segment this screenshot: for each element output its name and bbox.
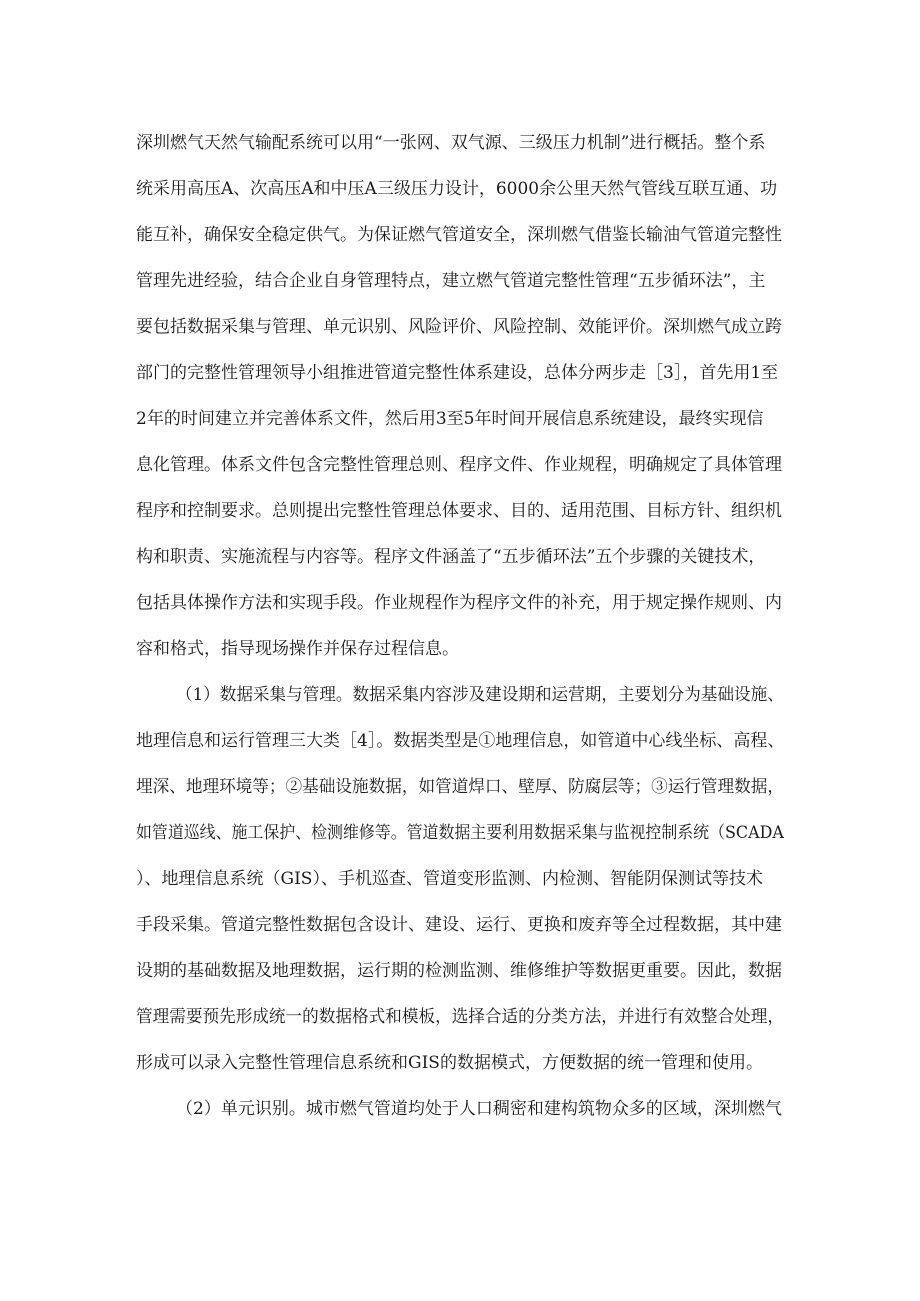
text-line: 构和职责、实施流程与内容等。程序文件涵盖了“五步循环法”五个步骤的关键技术， xyxy=(136,547,766,567)
text-line: 地理信息和运行管理三大类［4］。数据类型是①地理信息，如管道中心线坐标、高程、 xyxy=(136,731,785,751)
text-line: 形成可以录入完整性管理信息系统和GIS的数据模式，方便数据的统一管理和使用。 xyxy=(136,1053,763,1073)
text-line: 2年的时间建立并完善体系文件，然后用3至5年时间开展信息系统建设，最终实现信 xyxy=(136,409,764,429)
text-line: （2）单元识别。城市燃气管道均处于人口稠密和建构筑物众多的区域，深圳燃气 xyxy=(176,1099,782,1119)
text-line: （1）数据采集与管理。数据采集内容涉及建设期和运营期，主要划分为基础设施、 xyxy=(176,685,784,705)
text-line: 部门的完整性管理领导小组推进管道完整性体系建设，总体分两步走［3］，首先用1至 xyxy=(136,363,779,383)
text-line: 深圳燃气天然气输配系统可以用“一张网、双气源、三级压力机制”进行概括。整个系 xyxy=(136,133,766,153)
text-line: 要包括数据采集与管理、单元识别、风险评价、风险控制、效能评价。深圳燃气成立跨 xyxy=(136,317,782,337)
text-line: 埋深、地理环境等；②基础设施数据，如管道焊口、壁厚、防腐层等；③运行管理数据， xyxy=(136,777,784,797)
text-line: 设期的基础数据及地理数据，运行期的检测监测、维修维护等数据更重要。因此，数据 xyxy=(136,961,782,981)
text-line: 管理需要预先形成统一的数据格式和模板，选择合适的分类方法，并进行有效整合处理， xyxy=(136,1007,784,1027)
text-line: 容和格式，指导现场操作并保存过程信息。 xyxy=(136,639,459,659)
text-line: 统采用高压A、次高压A和中压A三级压力设计，6000余公里天然气管线互联互通、功 xyxy=(136,179,778,199)
text-line: 息化管理。体系文件包含完整性管理总则、程序文件、作业规程，明确规定了具体管理 xyxy=(136,455,782,475)
text-line: ）、地理信息系统（GIS）、手机巡查、管道变形监测、内检测、智能阴保测试等技术 xyxy=(136,869,763,889)
text-line: 程序和控制要求。总则提出完整性管理总体要求、目的、适用范围、目标方针、组织机 xyxy=(136,501,782,521)
text-line: 手段采集。管道完整性数据包含设计、建设、运行、更换和废弃等全过程数据，其中建 xyxy=(136,915,782,935)
text-line: 能互补，确保安全稳定供气。为保证燃气管道安全，深圳燃气借鉴长输油气管道完整性 xyxy=(136,225,782,245)
text-line: 如管道巡线、施工保护、检测维修等。管道数据主要利用数据采集与监视控制系统（SCADA xyxy=(136,823,784,843)
text-line: 包括具体操作方法和实现手段。作业规程作为程序文件的补充，用于规定操作规则、内 xyxy=(136,593,782,613)
text-line: 管理先进经验，结合企业自身管理特点，建立燃气管道完整性管理“五步循环法”，主 xyxy=(136,271,766,291)
